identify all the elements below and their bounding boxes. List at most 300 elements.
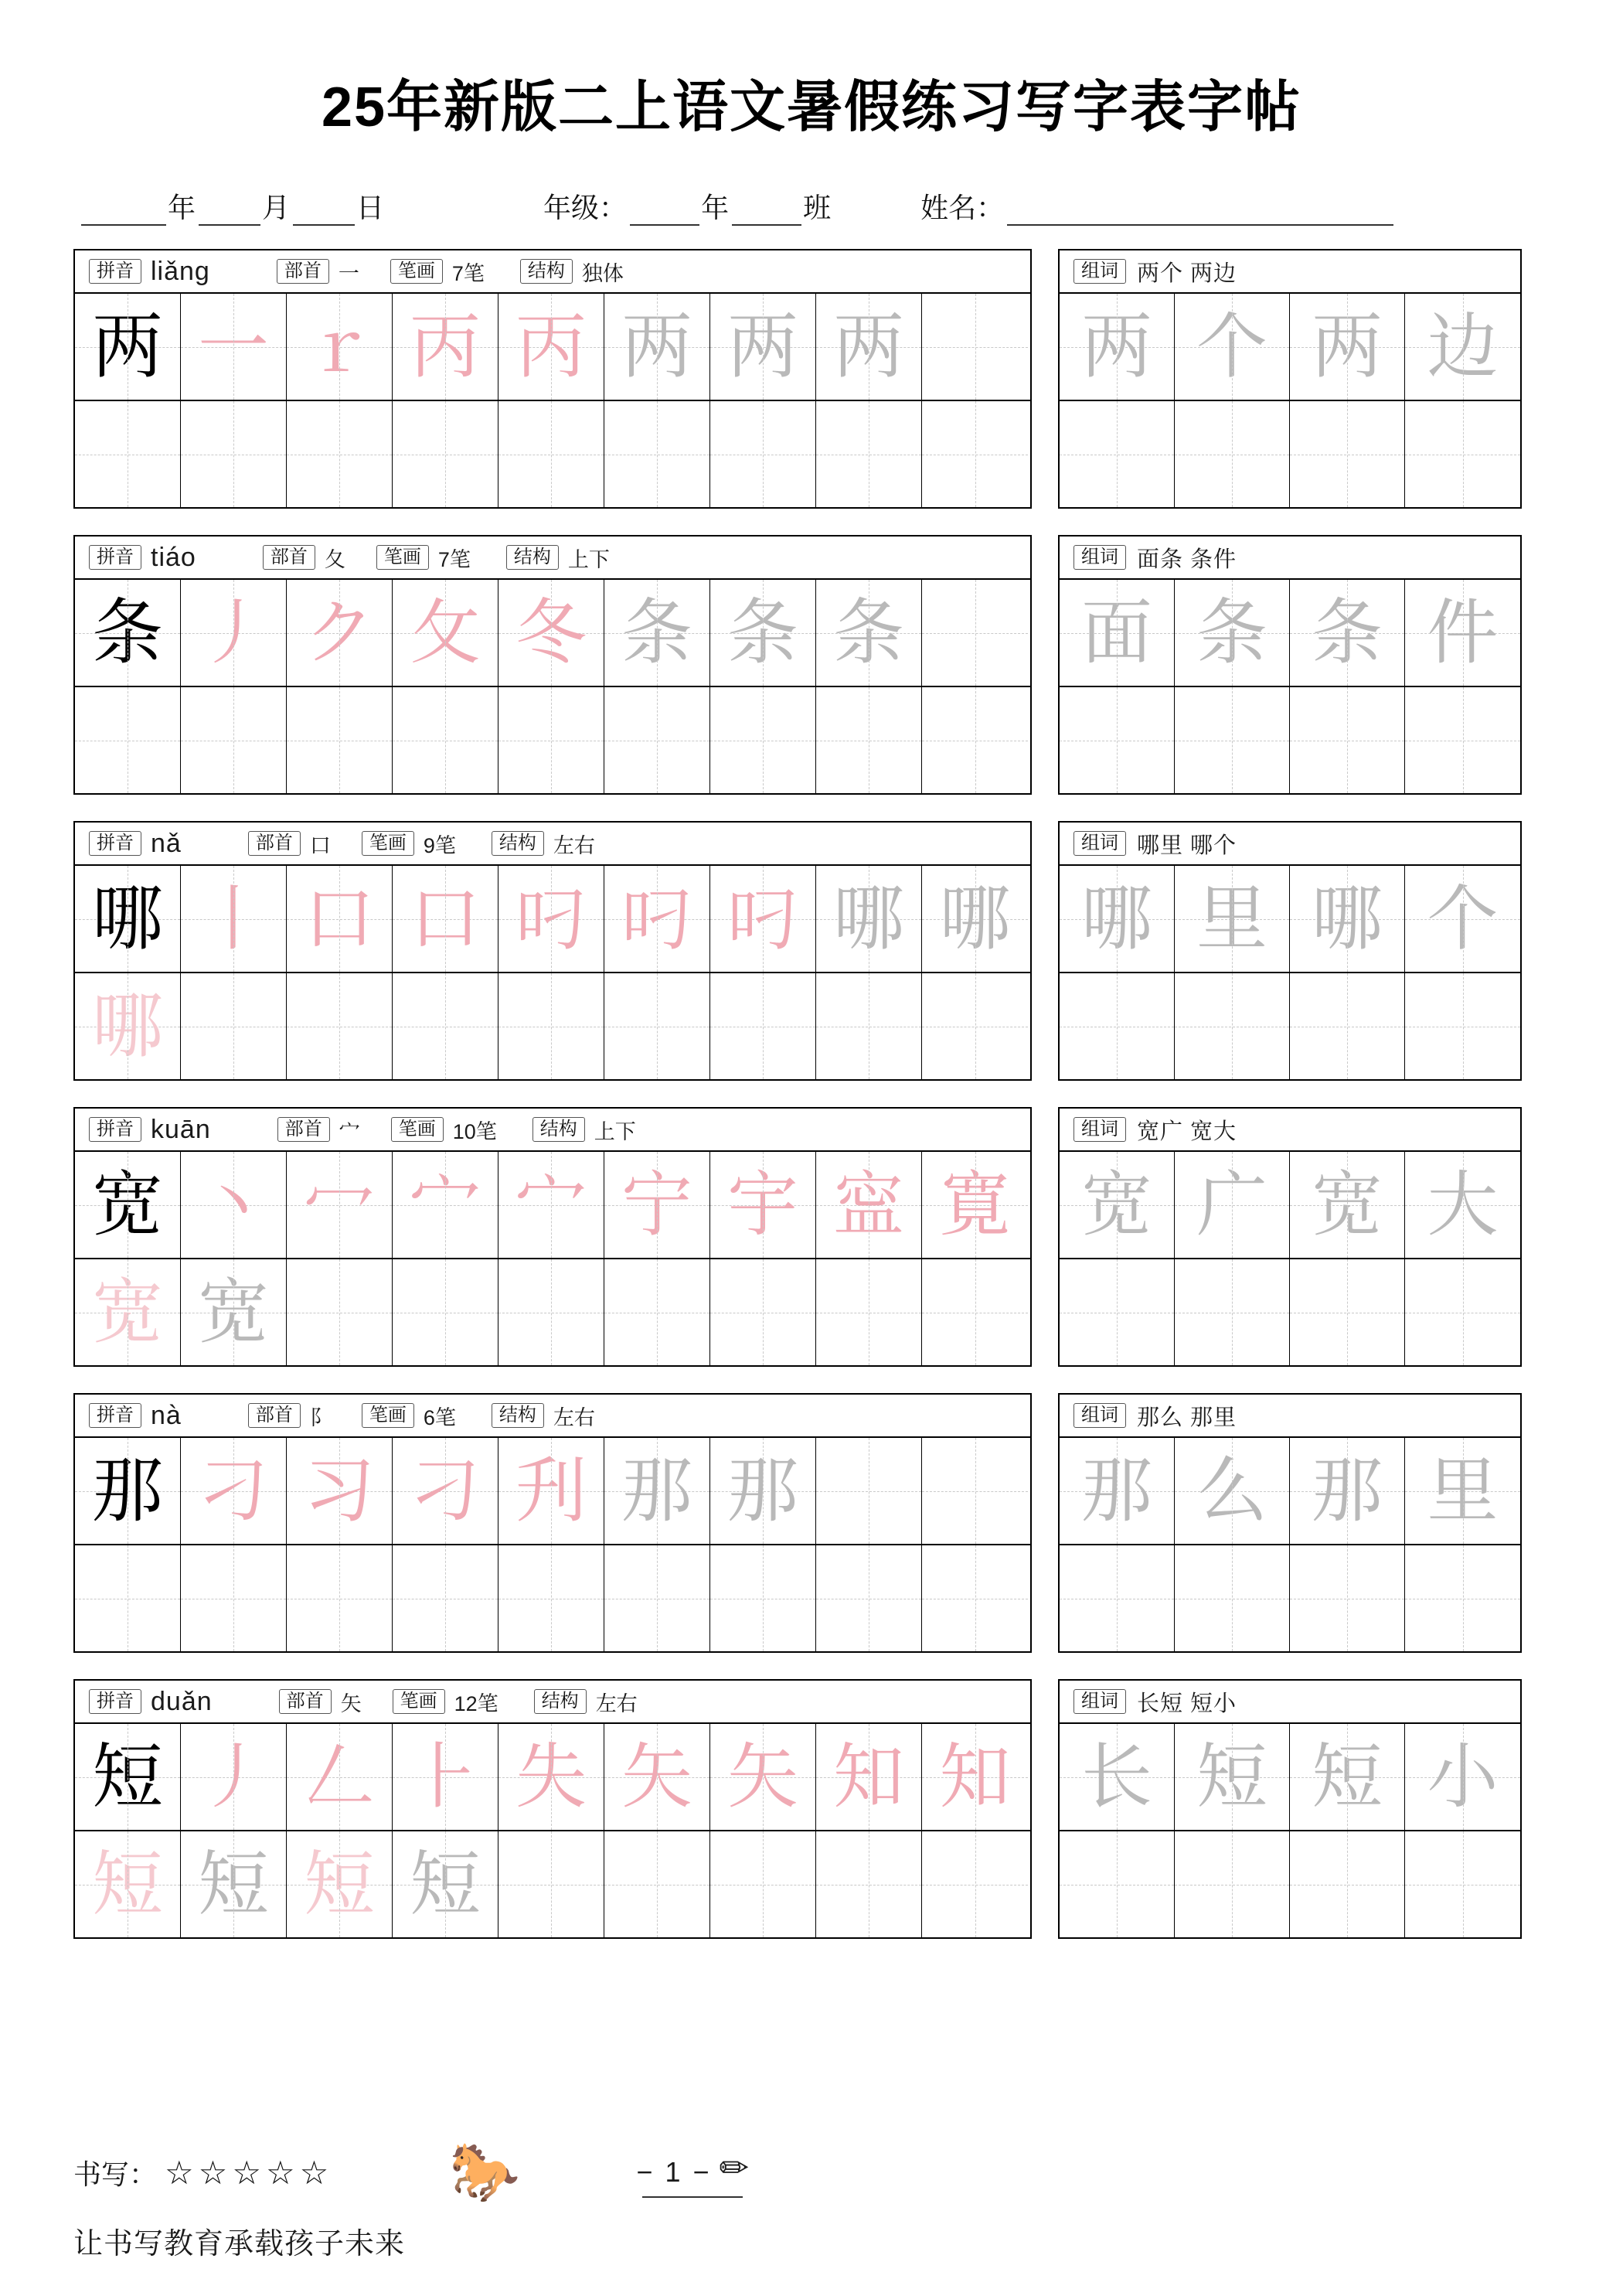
word-practice-cell[interactable] [1405,1259,1520,1365]
practice-cell[interactable] [816,1545,922,1651]
model-character-cell[interactable] [75,294,181,400]
practice-cell[interactable] [287,1259,393,1365]
practice-cell[interactable] [710,1545,816,1651]
stroke-step-cell[interactable] [816,580,922,686]
stroke-step-cell[interactable] [181,1152,287,1258]
practice-cell[interactable] [498,1259,604,1365]
stroke-step-cell[interactable] [287,294,393,400]
practice-row [75,687,1030,793]
words-label: 组词 [1073,831,1126,856]
practice-row [75,401,1030,507]
word-practice-panel [1058,535,1522,795]
word-guide-glyph: 宽 [1311,1165,1383,1245]
stroke-step-cell[interactable] [710,1724,816,1830]
word-cell[interactable] [1405,1438,1520,1544]
practice-cell[interactable] [922,1831,1028,1937]
practice-guide-glyph: 宽 [197,1272,269,1352]
stroke-step-cell[interactable] [604,1724,710,1830]
practice-cell[interactable] [710,401,816,507]
practice-cell[interactable] [816,973,922,1079]
pinyin-label: 拼音 [89,545,141,570]
stroke-step-glyph: 丨 [197,879,269,959]
stroke-step-cell[interactable] [181,866,287,972]
radical-label: 部首 [248,831,301,856]
strokes-label: 笔画 [362,831,414,856]
practice-cell[interactable] [498,401,604,507]
strokes-value: 10笔 [452,1119,497,1143]
class-input[interactable] [732,192,801,226]
pencil-icon: ✏ [719,2148,750,2188]
stroke-step-cell[interactable] [816,294,922,400]
word-guide-glyph: 面 [1080,593,1152,673]
day-label: 日 [356,192,385,223]
practice-cell[interactable] [922,401,1028,507]
stroke-step-glyph: ｒ [303,307,375,387]
practice-cell[interactable] [75,1545,181,1651]
word-cell[interactable] [1060,1438,1175,1544]
page-number: − 1 − [636,2156,712,2188]
model-character-cell[interactable] [75,1152,181,1258]
footer-slogan: 让书写教育承载孩子未来 [73,2228,406,2260]
word-cell[interactable] [1290,1152,1405,1258]
character-practice-panel [73,1393,1032,1653]
stroke-step-glyph: 两 [832,307,904,387]
stroke-step-glyph: 刁 [197,1451,269,1531]
word-guide-glyph: 短 [1311,1737,1383,1817]
stroke-step-cell[interactable] [710,866,816,972]
year-input[interactable] [81,192,166,226]
radical-value: 一 [338,261,359,285]
month-label: 月 [262,192,291,223]
name-input[interactable] [1007,192,1393,226]
character-meta-row [75,1395,1030,1438]
word-practice-cell[interactable] [1405,1545,1520,1651]
stroke-step-cell[interactable] [393,580,498,686]
practice-cell[interactable] [287,973,393,1079]
stroke-step-glyph: 冬 [515,593,587,673]
character-block [73,1107,1550,1367]
grade-unit: 年 [701,192,730,223]
word-guide-glyph: 那 [1080,1451,1152,1531]
character-block [73,821,1550,1081]
stroke-step-cell[interactable] [498,580,604,686]
stroke-step-glyph: 寛 [939,1165,1011,1245]
practice-cell[interactable] [393,973,498,1079]
pinyin-label: 拼音 [89,1117,141,1142]
stroke-step-cell[interactable] [604,1438,710,1544]
practice-cell[interactable] [393,1545,498,1651]
month-input[interactable] [199,192,260,226]
strokes-value: 12笔 [454,1691,498,1715]
word-cells-row [1060,294,1520,401]
stroke-order-row [75,580,1030,687]
stroke-step-cell[interactable] [710,1438,816,1544]
words-header [1060,250,1520,294]
stroke-step-glyph: 寍 [832,1165,904,1245]
word-cells-row [1060,1438,1520,1545]
practice-cell[interactable] [75,973,181,1079]
structure-label: 结构 [492,1403,544,1428]
word-guide-glyph: 长 [1080,1737,1152,1817]
word-practice-cell[interactable] [1060,1545,1175,1651]
strokes-value: 9笔 [423,833,456,857]
grade-input[interactable] [630,192,699,226]
stroke-step-cell[interactable] [498,294,604,400]
practice-cell[interactable] [75,1259,181,1365]
structure-label: 结构 [520,259,573,284]
word-practice-cell[interactable] [1290,973,1405,1079]
stroke-step-cell[interactable] [816,1152,922,1258]
practice-guide-glyph: 短 [91,1845,163,1924]
page-title: 25年新版二上语文暑假练习写字表字帖 [321,77,1302,138]
word-cells-row [1060,1152,1520,1259]
word-guide-glyph: 条 [1196,593,1267,673]
structure-label: 结构 [492,831,544,856]
stroke-step-cell[interactable] [181,1724,287,1830]
character-meta-row [75,250,1030,294]
practice-cell[interactable] [710,973,816,1079]
stroke-step-glyph: 丿 [197,1737,269,1817]
word-guide-glyph: 条 [1311,593,1383,673]
word-practice-cell[interactable] [1175,687,1290,793]
stroke-step-cell[interactable] [393,1152,498,1258]
word-practice-panel [1058,249,1522,509]
word-cell[interactable] [1175,1438,1290,1544]
stroke-step-cell[interactable] [922,1724,1028,1830]
stroke-step-glyph: 失 [515,1737,587,1817]
word-practice-cell[interactable] [1060,687,1175,793]
name-group [919,186,1393,226]
stroke-step-glyph: 刋 [515,1451,587,1531]
word-practice-cell[interactable] [1175,973,1290,1079]
stroke-step-glyph: 𠃋 [303,1737,375,1817]
words-value: 长短 短小 [1137,1691,1237,1716]
stroke-step-cell[interactable] [922,1438,1028,1544]
pinyin-label: 拼音 [89,1403,141,1428]
practice-cell[interactable] [287,687,393,793]
practice-cell[interactable] [816,687,922,793]
radical-value: 矢 [340,1691,362,1715]
stroke-step-cell[interactable] [604,1152,710,1258]
character-practice-panel [73,821,1032,1081]
practice-cell[interactable] [181,687,287,793]
stroke-step-cell[interactable] [287,1438,393,1544]
character-practice-panel [73,1107,1032,1367]
word-practice-cell[interactable] [1405,687,1520,793]
word-cell[interactable] [1060,866,1175,972]
strokes-label: 笔画 [390,259,443,284]
stroke-step-cell[interactable] [922,866,1028,972]
stroke-step-glyph: 丶 [197,1165,269,1245]
footer-row [73,2140,1550,2204]
radical-value: 夂 [324,547,345,571]
stroke-step-cell[interactable] [287,866,393,972]
word-cell[interactable] [1060,294,1175,400]
stroke-step-glyph: ク [303,593,375,673]
word-cell[interactable] [1290,1438,1405,1544]
word-guide-glyph: 短 [1196,1737,1267,1817]
strokes-label: 笔画 [393,1689,445,1714]
practice-cell[interactable] [181,1259,287,1365]
word-cell[interactable] [1175,294,1290,400]
stroke-step-glyph: ⺊ [409,1737,481,1817]
character-block [73,249,1550,509]
word-practice-panel [1058,1679,1522,1939]
stroke-step-cell[interactable] [393,1724,498,1830]
word-practice-row [1060,1831,1520,1937]
words-header [1060,1681,1520,1724]
word-cell[interactable] [1175,580,1290,686]
character-meta-row [75,1681,1030,1724]
practice-cell[interactable] [604,687,710,793]
word-guide-glyph: 个 [1427,879,1499,959]
word-practice-panel [1058,821,1522,1081]
practice-cell[interactable] [710,1831,816,1937]
stroke-step-cell[interactable] [287,580,393,686]
word-cell[interactable] [1405,866,1520,972]
practice-cell[interactable] [181,401,287,507]
word-guide-glyph: 宽 [1080,1165,1152,1245]
strokes-label: 笔画 [376,545,429,570]
word-practice-cell[interactable] [1405,401,1520,507]
words-value: 两个 两边 [1137,261,1237,286]
stroke-step-glyph: 条 [621,593,692,673]
page-footer [73,2140,1550,2262]
model-character: 宽 [91,1165,163,1245]
practice-cell[interactable] [393,1259,498,1365]
stroke-step-cell[interactable] [181,294,287,400]
word-practice-cell[interactable] [1290,687,1405,793]
word-practice-cell[interactable] [1060,973,1175,1079]
stroke-step-cell[interactable] [816,1724,922,1830]
practice-row [75,1545,1030,1651]
stroke-step-glyph: 刁 [409,1451,481,1531]
word-cell[interactable] [1290,866,1405,972]
word-cell[interactable] [1060,580,1175,686]
stroke-step-cell[interactable] [710,294,816,400]
pinyin-value: tiáo [151,542,196,572]
stroke-step-glyph: 宀 [515,1165,587,1245]
stroke-step-glyph: 哪 [939,879,1011,959]
practice-cell[interactable] [816,1259,922,1365]
practice-cell[interactable] [498,687,604,793]
practice-cell[interactable] [287,401,393,507]
stroke-step-cell[interactable] [498,1724,604,1830]
practice-cell[interactable] [922,687,1028,793]
practice-cell[interactable] [498,1545,604,1651]
stroke-order-row [75,1152,1030,1259]
practice-cell[interactable] [393,401,498,507]
pinyin-label: 拼音 [89,259,141,284]
radical-value: 口 [309,833,331,857]
practice-cell[interactable] [922,1259,1028,1365]
stroke-step-cell[interactable] [287,1724,393,1830]
practice-cell[interactable] [181,973,287,1079]
word-cell[interactable] [1290,580,1405,686]
word-practice-row [1060,1259,1520,1365]
word-practice-cell[interactable] [1060,1259,1175,1365]
word-guide-glyph: 哪 [1311,879,1383,959]
page-number-underline [642,2196,743,2198]
stroke-step-cell[interactable] [498,866,604,972]
practice-guide-glyph: 短 [197,1845,269,1924]
word-practice-cell[interactable] [1290,1831,1405,1937]
practice-cell[interactable] [498,973,604,1079]
stroke-step-cell[interactable] [922,1152,1028,1258]
stroke-step-cell[interactable] [393,866,498,972]
character-block [73,535,1550,795]
stroke-step-cell[interactable] [287,1152,393,1258]
structure-label: 结构 [534,1689,587,1714]
word-practice-cell[interactable] [1175,1545,1290,1651]
rating-stars[interactable]: ☆☆☆☆☆ [165,2154,334,2191]
practice-cell[interactable] [710,687,816,793]
word-practice-cell[interactable] [1405,1831,1520,1937]
practice-cell[interactable] [393,1831,498,1937]
practice-cell[interactable] [816,1831,922,1937]
practice-cell[interactable] [604,1831,710,1937]
radical-label: 部首 [277,259,329,284]
practice-cell[interactable] [75,401,181,507]
word-cells-row [1060,866,1520,973]
stroke-step-glyph: 口 [409,879,481,959]
practice-cell[interactable] [287,1831,393,1937]
stroke-step-glyph: 两 [621,307,692,387]
pinyin-value: nǎ [151,828,182,858]
page-number-group [636,2147,749,2198]
word-practice-panel [1058,1393,1522,1653]
pinyin-label: 拼音 [89,1689,141,1714]
word-cell[interactable] [1405,294,1520,400]
practice-cell[interactable] [181,1831,287,1937]
word-practice-row [1060,401,1520,507]
year-label: 年 [168,192,196,223]
word-practice-cell[interactable] [1060,401,1175,507]
word-cell[interactable] [1175,1152,1290,1258]
stroke-step-glyph: 叼 [621,879,692,959]
word-cell[interactable] [1290,294,1405,400]
model-character: 那 [91,1451,163,1531]
stroke-step-glyph: 丙 [515,307,587,387]
stroke-step-cell[interactable] [604,580,710,686]
word-practice-cell[interactable] [1060,1831,1175,1937]
word-guide-glyph: 个 [1196,307,1267,387]
word-cell[interactable] [1060,1152,1175,1258]
stroke-step-glyph: 条 [726,593,798,673]
character-meta-row [75,537,1030,580]
stroke-step-cell[interactable] [498,1152,604,1258]
practice-cell[interactable] [604,973,710,1079]
word-cell[interactable] [1175,866,1290,972]
word-cell[interactable] [1405,1724,1520,1830]
words-header [1060,537,1520,580]
practice-cell[interactable] [922,1545,1028,1651]
word-practice-cell[interactable] [1290,401,1405,507]
stroke-step-cell[interactable] [710,1152,816,1258]
stroke-step-cell[interactable] [922,294,1028,400]
character-blocks [73,249,1550,1939]
character-practice-panel [73,1679,1032,1939]
words-value: 面条 条件 [1137,547,1237,572]
strokes-value: 7笔 [437,547,471,571]
word-practice-cell[interactable] [1290,1545,1405,1651]
model-character-cell[interactable] [75,580,181,686]
practice-cell[interactable] [75,1831,181,1937]
practice-cell[interactable] [181,1545,287,1651]
practice-cell[interactable] [604,1545,710,1651]
grade-group [542,186,834,226]
word-practice-row [1060,687,1520,793]
stroke-step-glyph: 哪 [832,879,904,959]
stroke-step-glyph: 那 [621,1451,692,1531]
word-practice-cell[interactable] [1175,1831,1290,1937]
stroke-step-cell[interactable] [922,580,1028,686]
stroke-step-cell[interactable] [604,866,710,972]
word-cell[interactable] [1060,1724,1175,1830]
words-label: 组词 [1073,1689,1126,1714]
stroke-step-cell[interactable] [393,294,498,400]
word-cell[interactable] [1405,1152,1520,1258]
radical-value: 阝 [309,1405,331,1429]
practice-guide-glyph: 短 [409,1845,481,1924]
practice-cell[interactable] [710,1259,816,1365]
stroke-step-cell[interactable] [181,1438,287,1544]
words-value: 那么 那里 [1137,1405,1237,1430]
character-practice-panel [73,249,1032,509]
word-practice-cell[interactable] [1405,973,1520,1079]
words-value: 哪里 哪个 [1137,833,1237,858]
stroke-step-cell[interactable] [181,580,287,686]
practice-cell[interactable] [287,1545,393,1651]
stroke-step-cell[interactable] [498,1438,604,1544]
practice-cell[interactable] [393,687,498,793]
stroke-step-cell[interactable] [393,1438,498,1544]
structure-value: 左右 [595,1691,638,1715]
practice-cell[interactable] [922,973,1028,1079]
model-character-cell[interactable] [75,1724,181,1830]
stroke-step-cell[interactable] [816,866,922,972]
word-cell[interactable] [1405,580,1520,686]
practice-cell[interactable] [498,1831,604,1937]
radical-label: 部首 [277,1117,330,1142]
word-practice-cell[interactable] [1290,1259,1405,1365]
model-character-cell[interactable] [75,1438,181,1544]
practice-cell[interactable] [604,401,710,507]
stroke-step-cell[interactable] [604,294,710,400]
stroke-step-cell[interactable] [816,1438,922,1544]
model-character-cell[interactable] [75,866,181,972]
stroke-order-row [75,866,1030,973]
word-practice-cell[interactable] [1175,1259,1290,1365]
day-input[interactable] [293,192,355,226]
stroke-step-glyph: 习 [303,1451,375,1531]
word-cell[interactable] [1175,1724,1290,1830]
stroke-step-glyph: 宀 [409,1165,481,1245]
practice-row [75,1831,1030,1937]
practice-cell[interactable] [816,401,922,507]
word-cell[interactable] [1290,1724,1405,1830]
stroke-step-cell[interactable] [710,580,816,686]
class-unit: 班 [803,192,832,223]
practice-row [75,973,1030,1079]
practice-cell[interactable] [75,687,181,793]
word-practice-cell[interactable] [1175,401,1290,507]
character-meta-row [75,1109,1030,1152]
stroke-step-glyph: 矢 [621,1737,692,1817]
practice-cell[interactable] [604,1259,710,1365]
stroke-step-glyph: 冖 [303,1165,375,1245]
word-guide-glyph: 大 [1427,1165,1499,1245]
